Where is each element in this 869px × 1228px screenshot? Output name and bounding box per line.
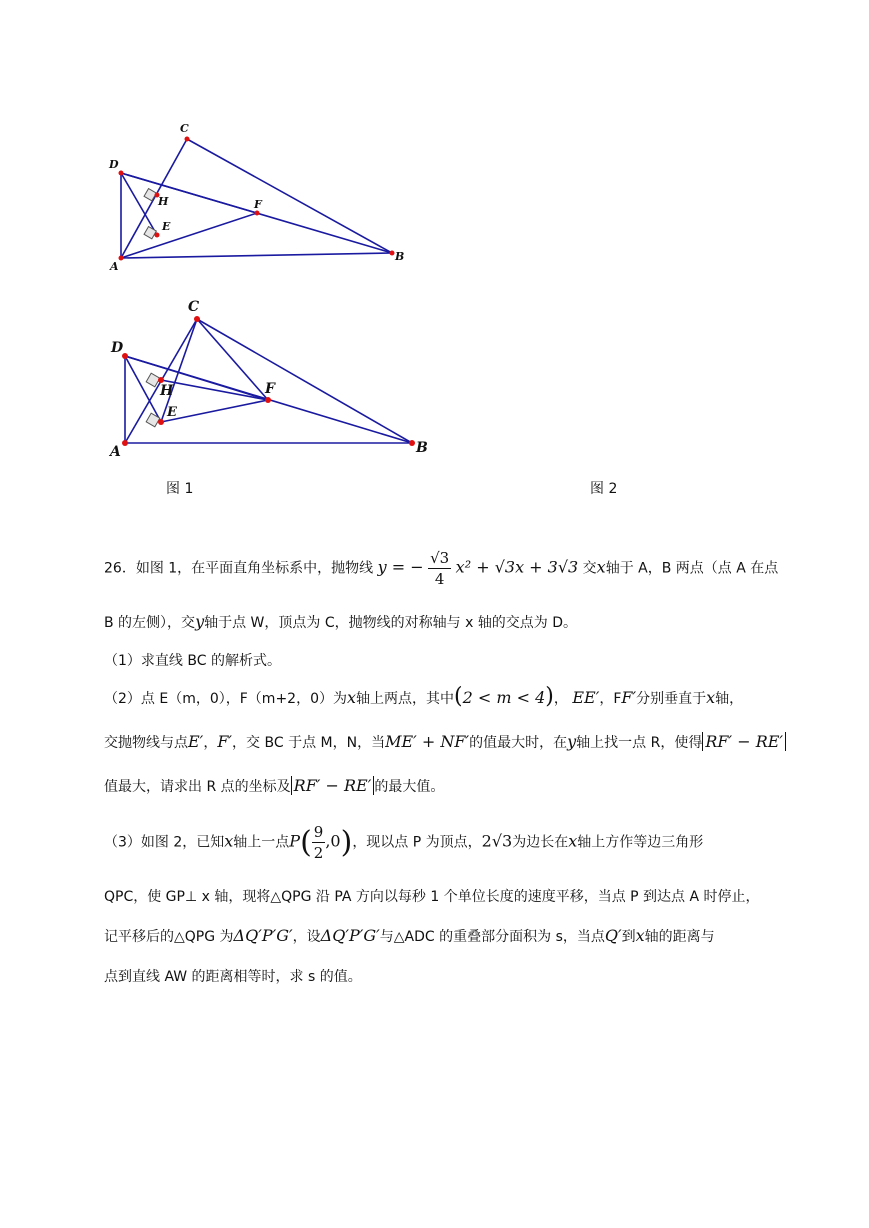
var-x: x	[346, 688, 357, 707]
absolute-value-expression: RF′ − RE′	[702, 732, 786, 751]
text: 轴上一点	[233, 834, 290, 851]
paren-open: (	[300, 825, 312, 860]
problem-line-7	[104, 822, 703, 863]
label-A: A	[110, 260, 119, 273]
text: 记平移后的△QPG 为	[104, 929, 234, 945]
point-Q-prime: Q′	[604, 926, 622, 945]
label-B: B	[395, 250, 405, 263]
side-length: 2√3	[481, 831, 513, 851]
text: 26．如图 1，在平面直角坐标系中，抛物线	[104, 560, 374, 577]
problem-line-10	[104, 966, 362, 986]
text: 为边长在	[512, 834, 569, 851]
var-x: x	[224, 831, 234, 851]
var-x: x	[635, 926, 645, 945]
text: ，交 BC 于点 M，N，当	[232, 735, 386, 751]
label-C: C	[180, 122, 189, 135]
text: 轴上找一点 R，使得	[576, 735, 703, 751]
right-angle-mark-E	[144, 227, 156, 239]
label-H: H	[160, 383, 174, 399]
problem-line-4	[104, 684, 743, 709]
segment-EF	[161, 400, 268, 422]
problem-line-3	[104, 650, 281, 670]
text: 轴上两点，其中	[356, 691, 455, 707]
point-F-prime: F′	[621, 688, 637, 707]
label-B: B	[416, 440, 428, 456]
text: 轴上方作等边三角形	[577, 834, 704, 851]
text: 分别垂直于	[636, 691, 707, 707]
text: ，	[553, 691, 568, 707]
text: ，设	[292, 929, 321, 945]
segment-CB	[187, 139, 392, 253]
text: ，	[203, 735, 218, 751]
fraction-numerator: 9	[313, 823, 324, 841]
fraction	[312, 822, 326, 863]
fraction-numerator: √3	[430, 549, 450, 567]
var-y: y	[567, 732, 577, 751]
var-x: x	[568, 831, 578, 851]
figure-1	[100, 118, 420, 278]
text: 的最大值。	[374, 779, 445, 795]
text: 交	[582, 560, 597, 577]
text: 的值最大时，在	[469, 735, 568, 751]
label-A: A	[110, 444, 121, 460]
fraction-denominator: 2	[313, 844, 324, 862]
point-E	[158, 419, 164, 425]
text: 点到直线 AW 的距离相等时，求 s 的值。	[104, 969, 362, 985]
segment-AB	[121, 253, 392, 258]
text: 与△ADC 的重叠部分面积为 s，当点	[379, 929, 605, 945]
text: 轴的距离与	[644, 929, 715, 945]
fraction-denominator: 4	[434, 570, 445, 588]
paren-open: (	[454, 684, 463, 709]
point-F	[265, 397, 271, 403]
condition: 2 < m < 4	[462, 688, 546, 707]
fraction	[428, 548, 451, 589]
var-x: x	[596, 557, 606, 577]
absolute-value-expression: RF′ − RE′	[291, 776, 375, 795]
paren-close: )	[545, 684, 554, 709]
text: 值最大，请求出 R 点的坐标及	[104, 779, 291, 795]
triangle-expression: ΔQ′P′G′	[233, 926, 293, 945]
point-A	[122, 440, 128, 446]
point-D	[119, 171, 124, 176]
var-y: y	[195, 612, 205, 631]
segment-DF	[125, 356, 268, 400]
segment-CB	[197, 319, 412, 443]
var-x: x	[706, 688, 716, 707]
point-F-prime: F′	[217, 732, 233, 751]
text: ，现以点 P 为顶点，	[352, 834, 482, 851]
text: 到	[621, 929, 636, 945]
label-D: D	[111, 340, 124, 356]
point-P: P	[289, 831, 301, 851]
label-F: F	[254, 198, 262, 211]
point-F	[255, 211, 260, 216]
point-A	[119, 256, 124, 261]
problem-line-9	[104, 926, 715, 946]
point-E-prime: E′	[188, 732, 204, 751]
figure-2-caption: 图 2	[590, 481, 618, 497]
problem-line-6	[104, 776, 444, 796]
text: 轴于点 W，顶点为 C，抛物线的对称轴与 x 轴的交点为 D。	[204, 615, 578, 631]
expression: ME′ + NF′	[385, 732, 470, 751]
text: 轴，	[715, 691, 744, 707]
point-B	[390, 251, 395, 256]
text: （2）点 E（m，0），F（m+2，0）为	[104, 691, 347, 707]
label-H: H	[158, 195, 169, 208]
text: QPC，使 GP⊥ x 轴，现将△QPG 沿 PA 方向以每秒 1 个单位长度的速度平移，当点 P 到达点 A 时停止，	[104, 889, 760, 905]
coordinate-y: ,0	[325, 831, 341, 851]
equation-lhs: y = −	[377, 557, 424, 577]
point-B	[409, 440, 415, 446]
text: 轴于 A，B 两点（点 A 在点	[605, 560, 779, 577]
segment-EE: EE′	[572, 688, 600, 707]
right-angle-mark-H	[146, 373, 160, 387]
point-C	[194, 316, 200, 322]
text: （1）求直线 BC 的解析式。	[104, 653, 281, 669]
label-E: E	[162, 220, 171, 233]
triangle-expression: ΔQ′P′G′	[320, 926, 380, 945]
label-F: F	[265, 381, 275, 397]
point-C	[185, 137, 190, 142]
text: （3）如图 2，已知	[104, 834, 225, 851]
text: 交抛物线与点	[104, 735, 188, 751]
text: B 的左侧），交	[104, 615, 196, 631]
problem-line-1	[104, 548, 778, 589]
label-E: E	[167, 405, 177, 420]
paren-close: )	[340, 825, 353, 860]
point-E	[155, 233, 160, 238]
text: ，F	[599, 691, 622, 707]
label-C: C	[188, 299, 200, 315]
problem-line-2	[104, 612, 577, 632]
figure-1-caption: 图 1	[166, 481, 194, 497]
label-D: D	[109, 158, 119, 171]
equation-rest: x² + √3x + 3√3	[455, 557, 579, 577]
problem-line-5	[104, 732, 786, 752]
figure-2	[100, 292, 440, 467]
problem-line-8	[104, 886, 760, 906]
